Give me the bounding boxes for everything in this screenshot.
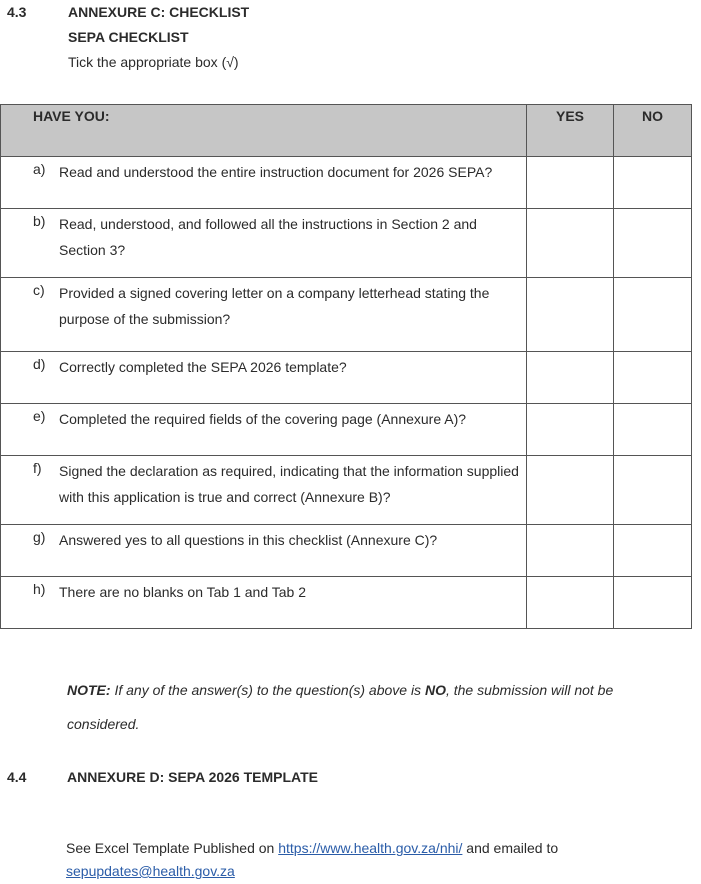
table-row: [1, 352, 692, 404]
question-text: Read and understood the entire instruction document for 2026 SEPA?: [59, 164, 493, 180]
question-cell: [1, 404, 527, 456]
health-nhi-link[interactable]: https://www.health.gov.za/nhi/: [278, 840, 463, 856]
template-text-middle: and emailed to: [462, 840, 559, 856]
section-number-4-3: 4.3: [7, 4, 27, 20]
section-title: ANNEXURE C: CHECKLIST: [68, 4, 250, 20]
note-emphasis: NO: [424, 682, 446, 698]
yes-checkbox-cell[interactable]: [527, 456, 614, 525]
question-cell: [1, 456, 527, 525]
table-header-row: [1, 105, 692, 157]
question-text: Answered yes to all questions in this checklist (Annexure C)?: [59, 532, 438, 548]
table-row: [1, 456, 692, 525]
yes-checkbox-cell[interactable]: [527, 525, 614, 577]
note-label: NOTE:: [67, 682, 111, 698]
sepupdates-email-link[interactable]: sepupdates@health.gov.za: [66, 863, 235, 879]
question-text: Provided a signed covering letter on a company letterhead stating the purpose of the submission?: [59, 285, 490, 327]
header-no: NO: [614, 105, 692, 157]
header-have-you: HAVE YOU:: [1, 105, 527, 157]
question-cell: [1, 577, 527, 629]
no-checkbox-cell[interactable]: [614, 209, 692, 278]
question-letter: g): [33, 529, 46, 545]
question-cell: [1, 278, 527, 352]
no-checkbox-cell[interactable]: [614, 404, 692, 456]
note-text-before: If any of the answer(s) to the question(s) above is: [110, 682, 425, 698]
template-paragraph: [66, 837, 666, 883]
yes-checkbox-cell[interactable]: [527, 209, 614, 278]
no-checkbox-cell[interactable]: [614, 352, 692, 404]
question-cell: [1, 525, 527, 577]
no-checkbox-cell[interactable]: [614, 577, 692, 629]
table-row: [1, 404, 692, 456]
yes-checkbox-cell[interactable]: [527, 157, 614, 209]
question-letter: d): [33, 356, 46, 372]
question-text: Completed the required fields of the covering page (Annexure A)?: [59, 411, 467, 427]
yes-checkbox-cell[interactable]: [527, 352, 614, 404]
question-letter: c): [33, 282, 45, 298]
question-text: There are no blanks on Tab 1 and Tab 2: [59, 584, 306, 600]
template-text-before: See Excel Template Published on: [66, 840, 279, 856]
table-row: [1, 577, 692, 629]
note-paragraph: [67, 673, 657, 741]
yes-checkbox-cell[interactable]: [527, 278, 614, 352]
question-text: Signed the declaration as required, indicating that the information supplied with this application is true and correct (Annexure B)?: [59, 463, 519, 505]
table-row: [1, 209, 692, 278]
question-letter: e): [33, 408, 46, 424]
question-cell: [1, 209, 527, 278]
yes-checkbox-cell[interactable]: [527, 577, 614, 629]
header-yes: YES: [527, 105, 614, 157]
section-number-4-4: 4.4: [7, 769, 27, 785]
table-row: [1, 525, 692, 577]
no-checkbox-cell[interactable]: [614, 525, 692, 577]
sepa-checklist-table: [0, 104, 692, 629]
note-text-after: , the submission will not be considered.: [67, 682, 614, 732]
question-text: Correctly completed the SEPA 2026 template?: [59, 359, 347, 375]
question-letter: a): [33, 161, 46, 177]
section-title-template: ANNEXURE D: SEPA 2026 TEMPLATE: [67, 769, 319, 785]
question-cell: [1, 157, 527, 209]
question-letter: h): [33, 581, 46, 597]
no-checkbox-cell[interactable]: [614, 278, 692, 352]
checklist-subtitle: SEPA CHECKLIST: [68, 29, 189, 45]
question-letter: f): [33, 460, 42, 476]
table-row: [1, 157, 692, 209]
table-row: [1, 278, 692, 352]
no-checkbox-cell[interactable]: [614, 157, 692, 209]
yes-checkbox-cell[interactable]: [527, 404, 614, 456]
question-cell: [1, 352, 527, 404]
tick-instruction: Tick the appropriate box (√): [68, 54, 239, 70]
question-letter: b): [33, 213, 46, 229]
no-checkbox-cell[interactable]: [614, 456, 692, 525]
question-text: Read, understood, and followed all the instructions in Section 2 and Section 3?: [59, 216, 477, 258]
